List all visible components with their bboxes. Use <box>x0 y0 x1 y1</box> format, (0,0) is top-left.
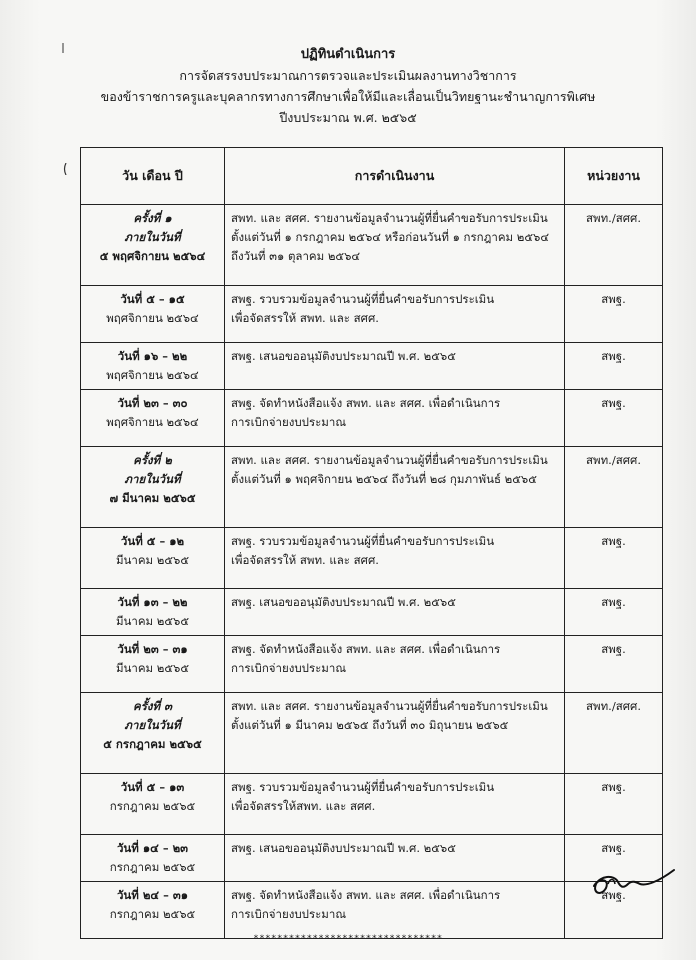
date-line: พฤศจิกายน ๒๕๖๔ <box>106 311 199 325</box>
activity-line: เพื่อจัดสรรให้ สพท. และ สศศ. <box>231 553 379 567</box>
activity-line: สพฐ. เสนอขออนุมัติงบประมาณปี พ.ศ. ๒๕๖๕ <box>231 841 456 855</box>
activity-line: สพฐ. เสนอขออนุมัติงบประมาณปี พ.ศ. ๒๕๖๕ <box>231 595 456 609</box>
table-row <box>81 390 663 447</box>
date-line: วันที่ ๕ – ๑๒ <box>120 534 185 548</box>
activity-line: เพื่อจัดสรรให้สพท. และ สศศ. <box>231 799 376 813</box>
activity-cell <box>225 693 565 774</box>
date-line: ครั้งที่ ๒ <box>133 453 172 467</box>
date-cell <box>81 636 225 693</box>
activity-line: สพฐ. เสนอขออนุมัติงบประมาณปี พ.ศ. ๒๕๖๕ <box>231 349 456 363</box>
activity-line: ตั้งแต่วันที่ ๑ มีนาคม ๒๕๖๕ ถึงวันที่ ๓๐ มิถุนายน ๒๕๖๕ <box>231 718 509 732</box>
date-line: วันที่ ๕ – ๑๕ <box>120 292 185 306</box>
activity-cell <box>225 447 565 528</box>
date-cell <box>81 286 225 343</box>
document-subtitle-2: ของข้าราชการครูและบุคลากรทางการศึกษาเพื่อให้มีและเลื่อนเป็นวิทยฐานะชำนาญการพิเศษ <box>100 89 596 104</box>
column-header-unit: หน่วยงาน <box>565 148 663 205</box>
activity-line: สพท. และ สศศ. รายงานข้อมูลจำนวนผู้ที่ยื่นคำขอรับการประเมิน <box>231 699 548 713</box>
unit-cell: สพฐ. <box>565 774 663 835</box>
unit-cell: สพท./สศศ. <box>565 447 663 528</box>
date-line: ๕ พฤศจิกายน ๒๕๖๔ <box>99 249 206 263</box>
activity-line: ตั้งแต่วันที่ ๑ พฤศจิกายน ๒๕๖๔ ถึงวันที่ ๒๘ กุมภาพันธ์ ๒๕๖๕ <box>231 472 537 486</box>
activity-line: การเบิกจ่ายงบประมาณ <box>231 415 346 429</box>
table-row <box>81 882 663 939</box>
date-line: วันที่ ๑๓ – ๒๒ <box>117 595 188 609</box>
activity-cell <box>225 528 565 589</box>
activity-line: การเบิกจ่ายงบประมาณ <box>231 907 346 921</box>
date-line: ครั้งที่ ๓ <box>133 699 172 713</box>
activity-cell <box>225 835 565 882</box>
date-line: พฤศจิกายน ๒๕๖๔ <box>106 368 199 382</box>
unit-cell: สพฐ. <box>565 636 663 693</box>
unit-cell: สพฐ. <box>565 343 663 390</box>
document-header <box>0 44 696 128</box>
activity-cell <box>225 205 565 286</box>
table-row <box>81 286 663 343</box>
table-header-row <box>81 148 663 205</box>
unit-cell: สพฐ. <box>565 528 663 589</box>
activity-line: สพฐ. รวบรวมข้อมูลจำนวนผู้ที่ยื่นคำขอรับการประเมิน <box>231 534 495 548</box>
date-cell <box>81 882 225 939</box>
activity-cell <box>225 589 565 636</box>
activity-cell <box>225 882 565 939</box>
scan-speck <box>62 160 68 172</box>
table-row <box>81 636 663 693</box>
activity-line: สพท. และ สศศ. รายงานข้อมูลจำนวนผู้ที่ยื่นคำขอรับการประเมิน <box>231 453 548 467</box>
date-line: ภายในวันที่ <box>124 472 181 486</box>
schedule-table <box>80 147 663 939</box>
date-cell <box>81 205 225 286</box>
table-row <box>81 528 663 589</box>
unit-cell: สพฐ. <box>565 589 663 636</box>
activity-line: สพฐ. จัดทำหนังสือแจ้ง สพท. และ สศศ. เพื่อดำเนินการ <box>231 396 501 410</box>
date-line: ๗ มีนาคม ๒๕๖๕ <box>109 491 196 505</box>
date-line: มีนาคม ๒๕๖๕ <box>115 553 190 567</box>
date-line: วันที่ ๒๓ – ๓๐ <box>117 396 188 410</box>
document-subtitle-1: การจัดสรรงบประมาณการตรวจและประเมินผลงานทางวิชาการ <box>179 68 517 83</box>
unit-cell: สพฐ. <box>565 286 663 343</box>
activity-line: สพฐ. จัดทำหนังสือแจ้ง สพท. และ สศศ. เพื่อดำเนินการ <box>231 642 501 656</box>
date-line: วันที่ ๒๔ – ๓๑ <box>116 888 189 902</box>
unit-cell: สพท./สศศ. <box>565 205 663 286</box>
date-line: ภายในวันที่ <box>124 718 181 732</box>
date-line: วันที่ ๒๓ – ๓๑ <box>117 642 188 656</box>
date-cell <box>81 589 225 636</box>
date-line: วันที่ ๑๔ – ๒๓ <box>116 841 189 855</box>
unit-cell: สพฐ. <box>565 835 663 882</box>
unit-cell: สพฐ. <box>565 882 663 939</box>
activity-line: เพื่อจัดสรรให้ สพท. และ สศศ. <box>231 311 379 325</box>
date-line: พฤศจิกายน ๒๕๖๔ <box>106 415 199 429</box>
date-line: วันที่ ๕ – ๑๓ <box>120 780 185 794</box>
date-line: ภายในวันที่ <box>124 230 181 244</box>
date-line: ครั้งที่ ๑ <box>133 211 172 225</box>
date-line: มีนาคม ๒๕๖๕ <box>115 661 190 675</box>
activity-cell <box>225 390 565 447</box>
unit-cell: สพฐ. <box>565 390 663 447</box>
activity-line: สพฐ. รวบรวมข้อมูลจำนวนผู้ที่ยื่นคำขอรับการประเมิน <box>231 780 495 794</box>
date-line: มีนาคม ๒๕๖๕ <box>115 614 190 628</box>
date-cell <box>81 693 225 774</box>
date-line: กรกฎาคม ๒๕๖๕ <box>109 860 196 874</box>
unit-cell: สพท./สศศ. <box>565 693 663 774</box>
activity-cell <box>225 343 565 390</box>
table-row <box>81 589 663 636</box>
activity-line: ถึงวันที่ ๓๑ ตุลาคม ๒๕๖๔ <box>231 249 361 263</box>
date-cell <box>81 343 225 390</box>
table-row <box>81 205 663 286</box>
table-row <box>81 693 663 774</box>
date-cell <box>81 835 225 882</box>
activity-line: ตั้งแต่วันที่ ๑ กรกฎาคม ๒๕๖๔ หรือก่อนวันที่ ๑ กรกฎาคม ๒๕๖๔ <box>231 230 550 244</box>
date-cell <box>81 774 225 835</box>
column-header-date: วัน เดือน ปี <box>81 148 225 205</box>
table-row <box>81 343 663 390</box>
activity-cell <box>225 286 565 343</box>
date-line: กรกฎาคม ๒๕๖๕ <box>109 907 196 921</box>
date-line: วันที่ ๑๖ – ๒๒ <box>117 349 188 363</box>
date-line: กรกฎาคม ๒๕๖๕ <box>109 799 196 813</box>
activity-cell <box>225 636 565 693</box>
fiscal-year: ปีงบประมาณ พ.ศ. ๒๕๖๕ <box>279 110 417 125</box>
table-row <box>81 835 663 882</box>
table-row <box>81 447 663 528</box>
date-cell <box>81 528 225 589</box>
date-cell <box>81 390 225 447</box>
table-row <box>81 774 663 835</box>
schedule-rows <box>81 205 663 939</box>
activity-line: สพฐ. รวบรวมข้อมูลจำนวนผู้ที่ยื่นคำขอรับการประเมิน <box>231 292 495 306</box>
date-cell <box>81 447 225 528</box>
column-header-activity: การดำเนินงาน <box>225 148 565 205</box>
date-line: ๕ กรกฎาคม ๒๕๖๕ <box>103 737 202 751</box>
footer-stars: ******************************** <box>253 934 443 944</box>
activity-line: การเบิกจ่ายงบประมาณ <box>231 661 346 675</box>
document-title: ปฏิทินดำเนินการ <box>300 47 396 62</box>
activity-line: สพท. และ สศศ. รายงานข้อมูลจำนวนผู้ที่ยื่นคำขอรับการประเมิน <box>231 211 548 225</box>
activity-line: สพฐ. จัดทำหนังสือแจ้ง สพท. และ สศศ. เพื่อดำเนินการ <box>231 888 501 902</box>
activity-cell <box>225 774 565 835</box>
signature <box>588 848 678 908</box>
